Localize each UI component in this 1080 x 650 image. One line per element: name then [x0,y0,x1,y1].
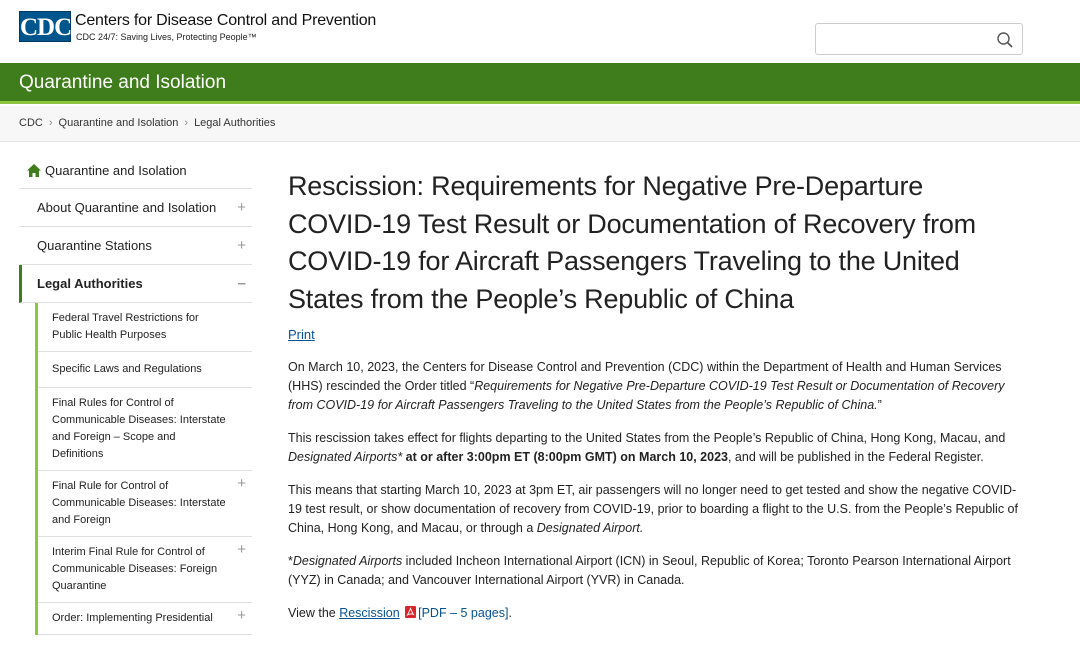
text-span: This rescission takes effect for flights departing to the United States from the People’s Republic of China, Hong Kong, Macau, and [288,431,1006,445]
sidebar-subitem-label: Interim Final Rule for Control of Communicable Diseases: Foreign Quarantine [52,546,218,592]
paragraph-view [288,604,1018,623]
sidebar-subitem-laws[interactable] [38,352,252,388]
sidebar-subitem-order[interactable] [38,603,252,635]
sidebar-subitem-travel-restrictions[interactable] [38,303,252,352]
agency-name[interactable]: Centers for Disease Control and Prevention [75,12,377,29]
home-icon [27,164,41,177]
breadcrumb [19,117,275,129]
expand-icon[interactable]: + [237,199,246,216]
text-span: included Incheon International Airport (ICN) in Seoul, Republic of Korea; Toronto Pearson International Airport (YYZ) in Canada; and Vancouver International Airport (YVR) in Canada. [288,554,1011,587]
expand-icon[interactable]: + [237,607,246,624]
text-span: On March 10, 2023, the Centers for Disease Control and Prevention (CDC) within the Department of Health and Human Services (HHS) rescinded the Order titled “ [288,360,1002,393]
sidebar-item-about[interactable] [19,189,252,227]
rescission-link[interactable]: Rescission [339,606,400,620]
text-span: , and will be published in the Federal Register. [727,450,984,464]
sidebar-home-label: Quarantine and Isolation [45,163,187,178]
breadcrumb-item-legal[interactable]: Legal Authorities [194,117,276,129]
sidebar-item-label: Legal Authorities [37,276,143,291]
sidebar-home[interactable] [19,153,252,189]
sidebar-item-stations[interactable] [19,227,252,265]
sidebar-item-label: Quarantine Stations [37,238,152,253]
sidebar-item-label: About Quarantine and Isolation [37,200,217,215]
expand-icon[interactable]: + [237,541,246,558]
breadcrumb-item-quarantine[interactable]: Quarantine and Isolation [58,117,179,129]
text-span: . [508,606,512,620]
expand-icon[interactable]: + [237,475,246,492]
sidebar-item-legal[interactable] [19,265,252,303]
text-span: View the [288,606,340,620]
expand-icon[interactable]: + [237,237,246,254]
pdf-icon [405,606,416,618]
paragraph-meaning [288,481,1018,538]
text-span: ” [877,398,882,412]
search-icon[interactable] [996,31,1014,49]
sidebar-subitem-label: Order: Implementing Presidential [52,612,213,624]
print-link[interactable]: Print [288,327,315,342]
pdf-info: [PDF – 5 pages] [418,606,509,620]
chevron-right-icon: › [184,117,189,129]
footnote-marker: * [288,554,293,568]
agency-tagline: CDC 24/7: Saving Lives, Protecting People™ [76,32,257,42]
order-title: Requirements for Negative Pre-Departure COVID-19 Test Result or Documentation of Recovery from COVID-19 for Aircraft Passengers Traveling to the United States from the People’s Republic of China. [288,379,1005,412]
chevron-right-icon: › [48,117,53,129]
search-input[interactable] [822,29,987,49]
sidebar-subitem-final-rule[interactable] [38,471,252,537]
sidebar-subitem-label: Final Rule for Control of Communicable Diseases: Interstate and Foreign [52,480,226,526]
cdc-logo[interactable]: CDC [19,11,71,42]
sidebar-subitem-label: Specific Laws and Regulations [52,363,202,375]
sidebar-subitem-interim-rule[interactable] [38,537,252,603]
paragraph-effective [288,429,1018,467]
sidebar-subnav [35,303,252,635]
effective-time: at or after 3:00pm ET (8:00pm GMT) on March 10, 2023 [402,450,728,464]
breadcrumb-bar [0,106,1080,142]
sidebar-subitem-label: Final Rules for Control of Communicable Diseases: Interstate and Foreign – Scope and Definitions [52,397,226,460]
text-span: This means that starting March 10, 2023 at 3pm ET, air passengers will no longer need to get tested and show the negative COVID-19 test result, or show documentation of recovery from COVID-19, prior to boarding a flight to the U.S. from the People’s Republic of China, Hong Kong, and Macau, or through a [288,483,1018,535]
paragraph-rescission [288,358,1018,415]
sidebar-subitem-label: Federal Travel Restrictions for Public Health Purposes [52,312,199,341]
designated-airports-term: Designated Airports [292,554,403,568]
collapse-icon[interactable]: – [237,275,246,292]
site-header [0,0,1080,63]
designated-airport-term: Designated Airport. [536,521,644,535]
section-title[interactable]: Quarantine and Isolation [19,72,227,93]
paragraph-airports [288,552,1018,590]
sidebar-subitem-final-rules-scope[interactable] [38,388,252,471]
section-banner [0,63,1080,104]
search-box [815,23,1023,55]
designated-airports-term: Designated Airports* [288,450,403,464]
breadcrumb-item-cdc[interactable]: CDC [19,117,43,129]
main-content [288,168,1018,623]
sidebar-nav [19,153,252,635]
page-title: Rescission: Requirements for Negative Pre-Departure COVID-19 Test Result or Documentation of Recovery from COVID-19 for Aircraft Passengers Traveling to the United States from the People’s Republic of China [288,171,976,314]
